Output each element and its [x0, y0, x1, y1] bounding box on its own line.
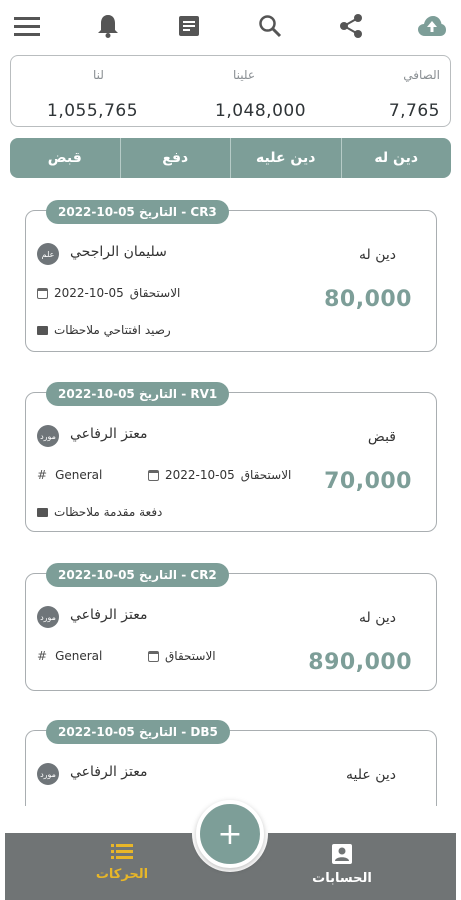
net-summary: [310, 56, 440, 128]
cloud-upload-icon[interactable]: [416, 10, 448, 42]
ours-value: 1,055,765: [47, 101, 139, 121]
filter-tab-debt-on[interactable]: دين عليه: [230, 138, 341, 178]
note-icon[interactable]: [173, 10, 205, 42]
due-date: 2022-10-05 الاستحقاق: [148, 468, 291, 482]
nav-accounts-label: الحسابات: [312, 871, 372, 886]
menu-icon[interactable]: [11, 10, 43, 42]
account: # General: [37, 649, 103, 663]
owe-value: 1,048,000: [215, 101, 307, 121]
notes: رصيد افتتاحي ملاحظات: [37, 323, 171, 337]
contact-name: معتز الرفاعي: [70, 607, 148, 623]
transaction-type: دين له: [358, 610, 396, 626]
avatar: مورد: [37, 425, 59, 447]
date-pill: التاريخ 05-10-2022 - DB5: [46, 720, 230, 744]
share-icon[interactable]: [335, 10, 367, 42]
date-pill: التاريخ 05-10-2022 - CR3: [46, 200, 229, 224]
date-pill: التاريخ 05-10-2022 - CR2: [46, 563, 229, 587]
amount: 890,000: [308, 650, 412, 675]
add-transaction-button[interactable]: +: [196, 800, 264, 868]
transaction-type: قبض: [367, 429, 396, 445]
list-icon: [111, 843, 133, 861]
contact-card-icon: [331, 843, 353, 865]
amount: 70,000: [324, 469, 412, 494]
transaction-card[interactable]: [25, 725, 437, 806]
avatar: علم: [37, 243, 59, 265]
filter-tab-debt-for[interactable]: دين له: [341, 138, 452, 178]
owe-summary: [181, 56, 307, 128]
due-date: الاستحقاق: [148, 649, 216, 663]
nav-transactions[interactable]: [77, 843, 167, 882]
top-toolbar: [0, 0, 461, 52]
filter-tab-receipt[interactable]: قبض: [47, 150, 82, 166]
net-label: الصافي: [403, 68, 440, 82]
search-icon[interactable]: [254, 10, 286, 42]
due-date: 2022-10-05 الاستحقاق: [37, 286, 180, 300]
owe-label: علينا: [233, 68, 256, 82]
transaction-card[interactable]: [25, 387, 437, 532]
summary-panel: [10, 55, 451, 127]
ours-summary: [47, 56, 177, 128]
avatar: مورد: [37, 606, 59, 628]
transaction-card[interactable]: [25, 568, 437, 691]
note-icon: [37, 508, 48, 517]
notes: دفعة مقدمة ملاحظات: [37, 505, 162, 519]
ours-label: لنا: [93, 68, 104, 82]
hash-icon: #: [37, 468, 48, 482]
nav-transactions-label: الحركات: [95, 867, 149, 882]
transaction-type: دين عليه: [346, 767, 396, 783]
note-icon: [37, 326, 48, 335]
filter-tab-payment[interactable]: دفع: [120, 138, 231, 178]
net-value: 7,765: [388, 101, 440, 121]
contact-name: معتز الرفاعي: [70, 426, 148, 442]
transaction-type: دين له: [358, 247, 396, 263]
filter-bar: [10, 138, 451, 178]
avatar: مورد: [37, 763, 59, 785]
bell-icon[interactable]: [92, 10, 124, 42]
account: # General: [37, 468, 103, 482]
contact-name: سليمان الراجحي: [70, 244, 167, 260]
contact-name: معتز الرفاعي: [70, 764, 148, 780]
transaction-card[interactable]: [25, 205, 437, 352]
calendar-icon: [148, 651, 159, 662]
nav-accounts[interactable]: [297, 843, 387, 886]
hash-icon: #: [37, 649, 48, 663]
amount: 80,000: [324, 287, 412, 312]
calendar-icon: [148, 470, 159, 481]
date-pill: التاريخ 05-10-2022 - RV1: [46, 382, 229, 406]
calendar-icon: [37, 288, 48, 299]
